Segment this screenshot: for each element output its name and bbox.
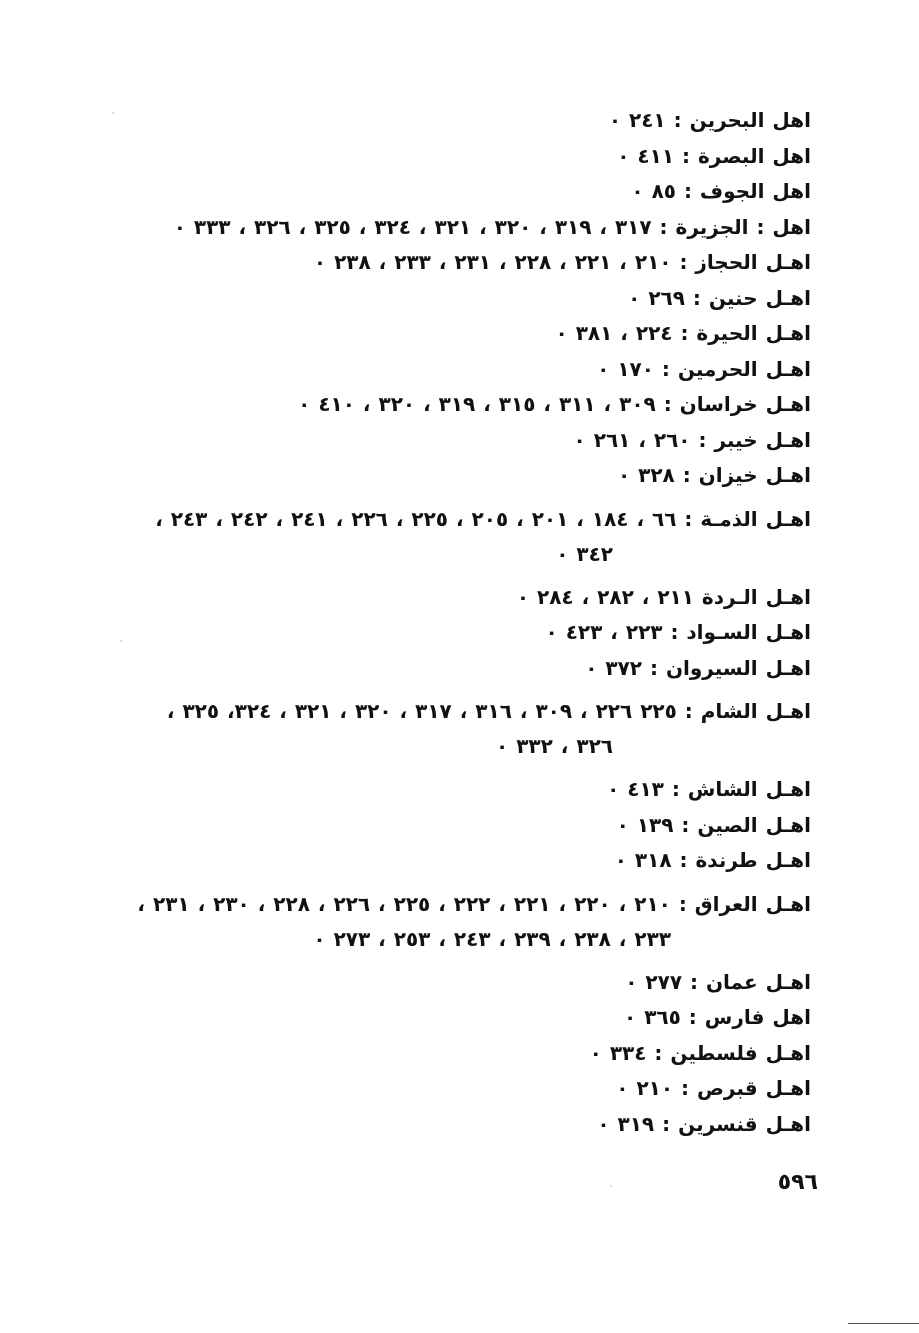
index-entry: اهـل خيبر : ٢٦٠ ، ٢٦١ ٠	[573, 427, 811, 452]
index-entry-wrapped	[108, 502, 811, 572]
index-entry-line: اهـل العراق : ٢١٠ ، ٢٢٠ ، ٢٢١ ، ٢٢٢ ، ٢٢٥ ، ٢٢٦ ، ٢٢٨ ، ٢٣٠ ، ٢٣١ ،	[137, 891, 811, 916]
index-entry: اهـل الحرمين : ١٧٠ ٠	[597, 356, 811, 381]
index-entry: اهـل السيروان : ٣٧٢ ٠	[585, 655, 811, 680]
index-entry: اهل البحرين : ٢٤١ ٠	[608, 108, 811, 132]
index-entry-wrapped	[108, 887, 811, 957]
index-entry: اهـل خيزان : ٣٢٨ ٠	[617, 463, 811, 487]
index-entry: اهل فارس : ٣٦٥ ٠	[624, 1005, 811, 1029]
index-entry-wrapped	[108, 694, 811, 764]
index-entry: اهل الجوف : ٨٥ ٠	[631, 179, 811, 203]
index-entries-list	[108, 103, 811, 1142]
index-entry: اهل البصرة : ٤١١ ٠	[617, 143, 811, 168]
index-entry: اهـل حنين : ٢٦٩ ٠	[628, 285, 811, 310]
index-entry: اهـل قنسرين : ٣١٩ ٠	[597, 1111, 811, 1136]
index-entry: اهل : الجزيرة : ٣١٧ ، ٣١٩ ، ٣٢٠ ، ٣٢١ ، ٣٢٤ ، ٣٢٥ ، ٣٢٦ ، ٣٣٣ ٠	[173, 214, 811, 239]
footer-rule	[848, 1323, 919, 1324]
index-entry: اهـل قبرص : ٢١٠ ٠	[616, 1076, 811, 1100]
index-entry-line: اهـل الشام : ٢٢٥ ٢٢٦ ، ٣٠٩ ، ٣١٦ ، ٣١٧ ، ٣٢٠ ، ٣٢١ ، ٣٢٤، ٣٢٥ ،	[166, 699, 811, 723]
index-entry-continuation: ٣٤٢ ٠	[556, 541, 613, 566]
index-entry: اهـل الحيرة : ٢٢٤ ، ٣٨١ ٠	[555, 321, 811, 345]
index-entry: اهـل فلسطين : ٣٣٤ ٠	[589, 1040, 811, 1065]
index-entry-line: اهـل الذمـة : ٦٦ ، ١٨٤ ، ٢٠١ ، ٢٠٥ ، ٢٢٥ ، ٢٢٦ ، ٢٤١ ، ٢٤٢ ، ٢٤٣ ،	[155, 506, 811, 531]
index-entry: اهـل عمان : ٢٧٧ ٠	[625, 969, 811, 994]
paper-speck	[120, 640, 122, 642]
index-entry: اهـل الـردة ٢١١ ، ٢٨٢ ، ٢٨٤ ٠	[516, 584, 811, 609]
index-entry: اهـل الصين : ١٣٩ ٠	[616, 812, 811, 837]
index-entry: اهـل السـواد : ٢٢٣ ، ٤٢٣ ٠	[545, 620, 811, 644]
page-number: ٥٩٦	[777, 1170, 818, 1195]
index-entry: اهـل الحجاز : ٢١٠ ، ٢٢١ ، ٢٢٨ ، ٢٣١ ، ٢٣٣ ، ٢٣٨ ٠	[313, 250, 811, 274]
index-entry-continuation: ٣٢٦ ، ٣٣٢ ٠	[496, 734, 613, 758]
index-entry: اهـل الشاش : ٤١٣ ٠	[607, 777, 811, 801]
paper-speck	[112, 112, 114, 114]
index-entry-continuation: ٢٣٣ ، ٢٣٨ ، ٢٣٩ ، ٢٤٣ ، ٢٥٣ ، ٢٧٣ ٠	[313, 926, 671, 951]
index-entry: اهـل خراسان : ٣٠٩ ، ٣١١ ، ٣١٥ ، ٣١٩ ، ٣٢٠ ، ٤١٠ ٠	[298, 392, 811, 416]
index-entry: اهـل طرندة : ٣١٨ ٠	[614, 848, 811, 872]
paper-speck	[610, 1185, 612, 1187]
